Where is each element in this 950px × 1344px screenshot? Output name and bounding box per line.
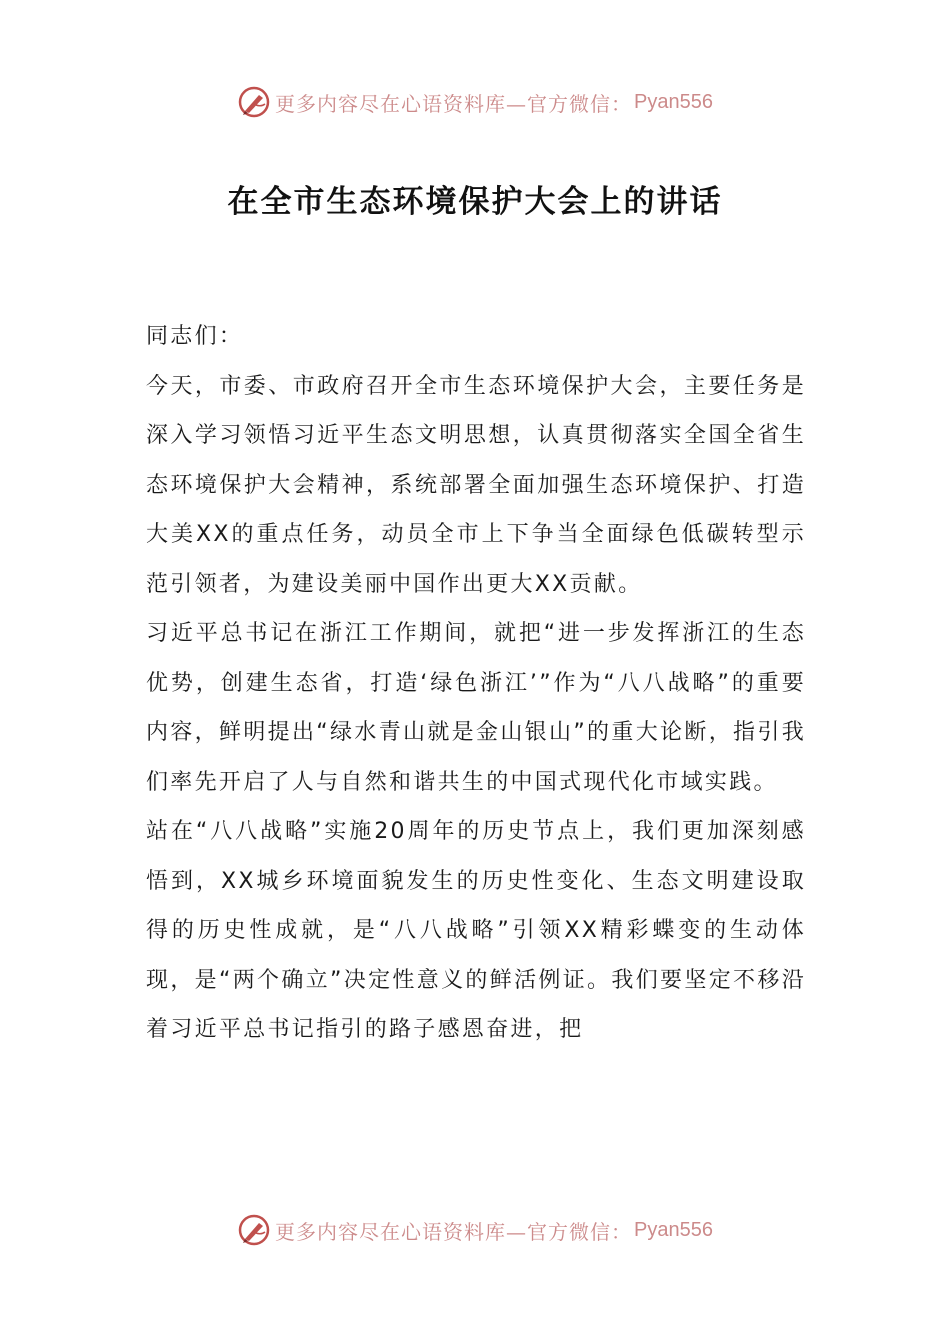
pen-seal-icon xyxy=(237,1213,271,1247)
watermark-wechat-id: Pyan556 xyxy=(634,1218,713,1241)
watermark-text: 更多内容尽在心语资料库—官方微信： xyxy=(275,91,633,116)
footer-watermark xyxy=(0,1210,950,1250)
document-title: 在全市生态环境保护大会上的讲话 xyxy=(227,184,723,220)
paragraph: 今天，市委、市政府召开全市生态环境保护大会，主要任务是深入学习领悟习近平生态文明思想，认真贯彻落实全国全省生态环境保护大会精神，系统部署全面加强生态环境保护、打造大美XX的重点任务，动员全市上下争当全面绿色低碳转型示范引领者，为建设美丽中国作出更大XX贡献。 xyxy=(146,373,806,597)
paragraph: 站在“八八战略”实施20周年的历史节点上，我们更加深刻感悟到，XX城乡环境面貌发生的历史性变化、生态文明建设取得的历史性成就，是“八八战略”引领XX精彩蝶变的生动体现，是“两个确立”决定性意义的鲜活例证。我们要坚定不移沿着习近平总书记指引的路子感恩奋进，把 xyxy=(146,819,806,1042)
salutation: 同志们： xyxy=(146,324,244,349)
watermark-wechat-id: Pyan556 xyxy=(634,90,713,113)
paragraph: 习近平总书记在浙江工作期间，就把“进一步发挥浙江的生态优势，创建生态省，打造‘绿色浙江’”作为“八八战略”的重要内容，鲜明提出“绿水青山就是金山银山”的重大论断，指引我们率先开启了人与自然和谐共生的中国式现代化市域实践。 xyxy=(146,621,806,795)
header-watermark xyxy=(0,82,950,122)
watermark-text: 更多内容尽在心语资料库—官方微信： xyxy=(275,1219,633,1244)
document-body xyxy=(146,312,806,1055)
pen-seal-icon xyxy=(237,85,271,119)
